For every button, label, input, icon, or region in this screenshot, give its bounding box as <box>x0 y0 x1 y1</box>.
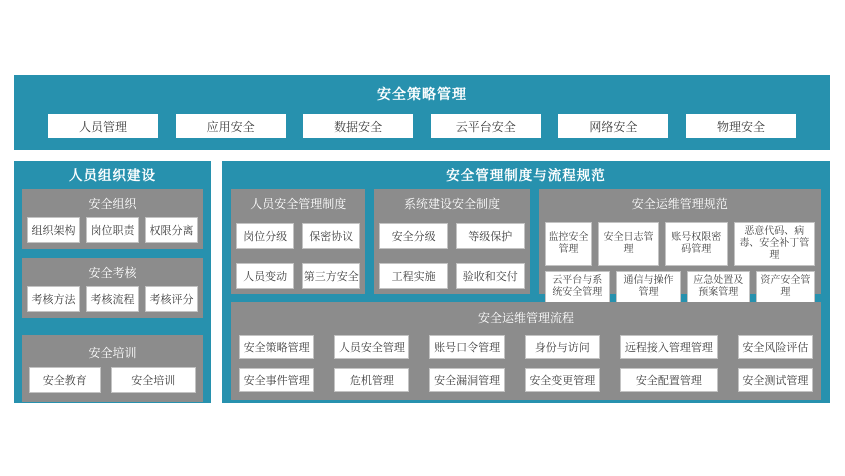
section-system-construction-rules <box>374 189 529 294</box>
item-nda: 保密协议 <box>302 223 360 249</box>
banner-item-physical-security: 物理安全 <box>686 114 796 138</box>
item-security-grading: 安全分级 <box>379 223 448 249</box>
section-title: 安全运维管理流程 <box>477 311 574 325</box>
item-privilege-separation: 权限分离 <box>145 217 198 243</box>
item-assessment-process: 考核流程 <box>86 286 139 312</box>
right-panel-title: 安全管理制度与流程规范 <box>446 168 606 183</box>
item-security-risk-assessment: 安全风险评估 <box>738 335 813 359</box>
section-security-assessment <box>22 258 203 318</box>
item-security-education: 安全教育 <box>29 367 101 393</box>
item-position-grading: 岗位分级 <box>236 223 294 249</box>
section-item-row <box>29 367 196 393</box>
section-item-row <box>27 286 198 312</box>
item-security-log-mgmt: 安全日志管理 <box>598 222 658 266</box>
item-job-duties: 岗位职责 <box>86 217 139 243</box>
section-security-organization <box>22 189 203 249</box>
security-policy-banner <box>14 75 830 150</box>
item-org-structure: 组织架构 <box>27 217 80 243</box>
section-ops-management-process <box>231 302 821 400</box>
section-title: 安全培训 <box>88 346 137 360</box>
item-security-training: 安全培训 <box>111 367 196 393</box>
personnel-organization-panel <box>14 161 211 403</box>
section-title: 人员安全管理制度 <box>250 197 347 211</box>
item-personnel-change: 人员变动 <box>236 263 294 289</box>
item-assessment-method: 考核方法 <box>27 286 80 312</box>
item-third-party-security: 第三方安全 <box>302 263 360 289</box>
item-assessment-score: 考核评分 <box>145 286 198 312</box>
item-acceptance-delivery: 验收和交付 <box>456 263 525 289</box>
item-vulnerability-mgmt: 安全漏洞管理 <box>429 368 504 392</box>
item-security-policy-mgmt: 安全策略管理 <box>239 335 314 359</box>
item-change-mgmt: 安全变更管理 <box>525 368 600 392</box>
banner-item-data-security: 数据安全 <box>303 114 413 138</box>
item-crisis-mgmt: 危机管理 <box>334 368 409 392</box>
item-emergency-response-plan-mgmt: 应急处置及预案管理 <box>687 271 750 303</box>
section-item-grid <box>379 217 524 289</box>
ops-spec-row-2 <box>545 271 815 303</box>
item-monitoring-security-mgmt: 监控安全管理 <box>545 222 593 266</box>
item-personnel-security-mgmt: 人员安全管理 <box>334 335 409 359</box>
section-personnel-security-rules <box>231 189 365 294</box>
section-title: 安全考核 <box>88 266 137 280</box>
banner-item-network-security: 网络安全 <box>558 114 668 138</box>
section-ops-management-spec <box>539 189 821 298</box>
banner-item-app-security: 应用安全 <box>176 114 286 138</box>
banner-item-cloud-security: 云平台安全 <box>431 114 541 138</box>
item-security-test-mgmt: 安全测试管理 <box>738 368 813 392</box>
item-malware-virus-patch-mgmt: 恶意代码、病毒、安全补丁管理 <box>734 222 815 266</box>
sub-panel-row <box>231 189 821 298</box>
item-account-privilege-password-mgmt: 账号权限密码管理 <box>665 222 728 266</box>
section-security-training <box>22 335 203 402</box>
item-communication-operation-mgmt: 通信与操作管理 <box>616 271 681 303</box>
item-identity-access: 身份与访问 <box>525 335 600 359</box>
left-panel-title: 人员组织建设 <box>69 168 156 183</box>
item-account-password-mgmt: 账号口令管理 <box>429 335 504 359</box>
section-title: 系统建设安全制度 <box>403 197 500 211</box>
main-content-row <box>14 161 830 403</box>
process-item-grid <box>239 331 813 392</box>
ops-spec-row-1 <box>545 222 815 266</box>
item-remote-access-mgmt: 远程接入管理管理 <box>620 335 718 359</box>
item-asset-security-mgmt: 资产安全管理 <box>756 271 815 303</box>
banner-item-row <box>14 104 830 138</box>
item-classified-protection: 等级保护 <box>456 223 525 249</box>
section-item-grid <box>236 217 360 289</box>
section-item-row <box>27 217 198 243</box>
section-title: 安全组织 <box>88 197 137 211</box>
item-cloud-system-security-mgmt: 云平台与系统安全管理 <box>545 271 611 303</box>
banner-title: 安全策略管理 <box>377 86 467 102</box>
banner-item-personnel-mgmt: 人员管理 <box>48 114 158 138</box>
item-security-incident-mgmt: 安全事件管理 <box>239 368 314 392</box>
item-configuration-mgmt: 安全配置管理 <box>620 368 718 392</box>
section-title: 安全运维管理规范 <box>631 197 728 211</box>
management-regulation-panel <box>222 161 830 403</box>
item-project-implementation: 工程实施 <box>379 263 448 289</box>
